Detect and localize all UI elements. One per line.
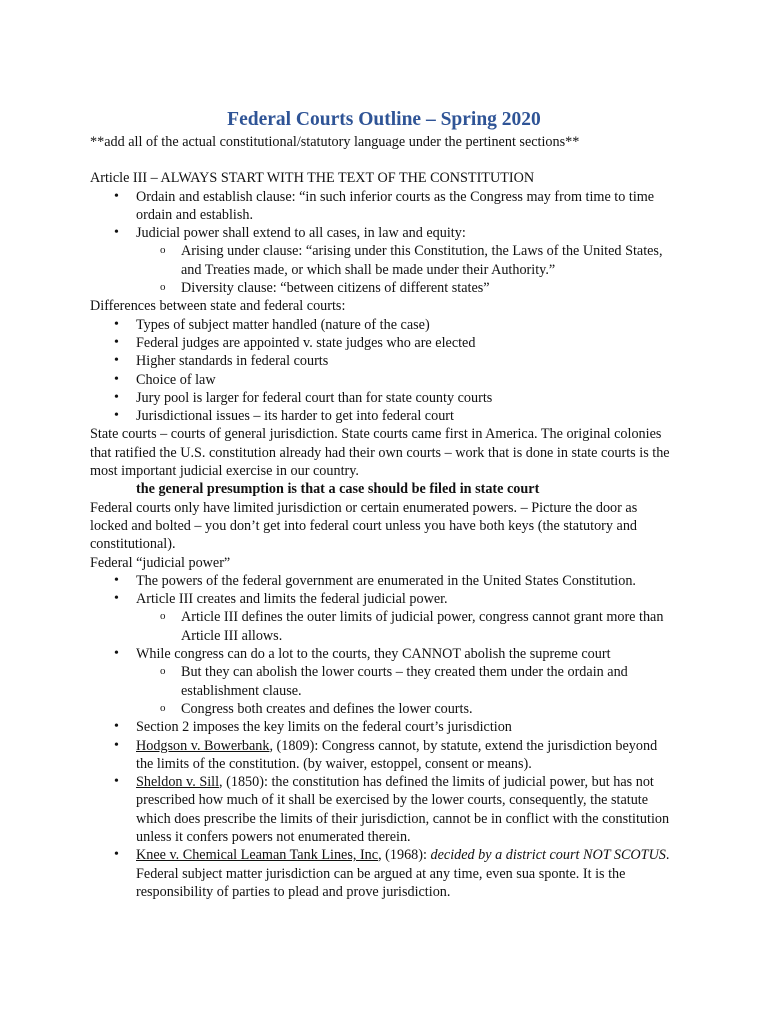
list-item: [90, 737, 678, 774]
sub-list-item: o Article III defines the outer limits of judicial power, congress cannot grant more than Article III allows.: [136, 608, 678, 645]
list-item: • Federal judges are appointed v. state judges who are elected: [90, 334, 678, 352]
list-item: [90, 773, 678, 846]
list-item-text: While congress can do a lot to the courts, they CANNOT abolish the supreme court: [136, 646, 611, 663]
list-item: • Ordain and establish clause: “in such inferior courts as the Congress may from time to time ordain and establish.: [90, 188, 678, 225]
case-italic-note: decided by a district court NOT SCOTUS: [430, 847, 666, 864]
sub-list-item: o But they can abolish the lower courts – they created them under the ordain and establishment clause.: [136, 663, 678, 700]
federal-limited-paragraph: Federal courts only have limited jurisdiction or certain enumerated powers. – Picture the door as locked and bolted – you don’t get into federal court unless you have both keys (the statutory and constitutional).: [90, 499, 638, 553]
list-item-text: Judicial power shall extend to all cases, in law and equity:: [136, 225, 466, 242]
judicial-power-heading: Federal “judicial power”: [90, 554, 231, 571]
list-item: • The powers of the federal government are enumerated in the United States Constitution.: [90, 572, 678, 590]
list-item: [90, 846, 678, 901]
sub-list: [136, 608, 678, 645]
case-text: , (1850): the constitution has defined the limits of judicial power, but has not prescribed how much of it shall be exercised by the lower courts, consequently, the statute which does prescribe the limits of their jurisdiction, cannot be in conflict with the constitution unless it confers powers not enumerated therein.: [136, 774, 670, 845]
spacer: [90, 151, 678, 169]
case-text: , (1809): Congress cannot, by statute, extend the jurisdiction beyond the limits of the constitution. (by waiver, estoppel, consent or means).: [136, 737, 658, 772]
list-item: • Types of subject matter handled (nature of the case): [90, 316, 678, 334]
case-name-hodgson: Hodgson v. Bowerbank: [136, 737, 270, 754]
case-name-knee: Knee v. Chemical Leaman Tank Lines, Inc: [136, 847, 379, 864]
list-item: • Jurisdictional issues – its harder to get into federal court: [90, 407, 678, 425]
sub-list-item: o Diversity clause: “between citizens of different states”: [136, 279, 678, 297]
list-item: • Choice of law: [90, 371, 678, 389]
sub-list: [136, 242, 678, 297]
sub-list: [136, 663, 678, 718]
judicial-power-list: [90, 572, 678, 901]
case-text: . Federal subject matter jurisdiction can be argued at any time, even sua sponte. It is the responsibility of parties to plead and prove jurisdiction.: [136, 847, 670, 900]
list-item: [90, 645, 678, 718]
differences-heading: Differences between state and federal courts:: [90, 298, 346, 315]
list-item: • Higher standards in federal courts: [90, 352, 678, 370]
case-name-sheldon: Sheldon v. Sill: [136, 774, 220, 791]
list-item: [90, 590, 678, 645]
state-courts-paragraph: State courts – courts of general jurisdiction. State courts came first in America. The original colonies that ratified the U.S. constitution already had their own courts – work that is done in state courts is the most important judicial exercise in our country.: [90, 426, 670, 480]
list-item: [90, 224, 678, 297]
differences-list: [90, 316, 678, 426]
page-title: Federal Courts Outline – Spring 2020: [227, 109, 541, 130]
sub-list-item: o Congress both creates and defines the lower courts.: [136, 700, 678, 718]
note-line: **add all of the actual constitutional/statutory language under the pertinent sections**: [90, 134, 580, 150]
list-item-text: Article III creates and limits the federal judicial power.: [136, 591, 448, 608]
article3-heading: Article III – ALWAYS START WITH THE TEXT OF THE CONSTITUTION: [90, 170, 535, 187]
presumption-line: the general presumption is that a case should be filed in state court: [136, 481, 540, 498]
case-year: , (1968):: [378, 847, 431, 864]
list-item: • Jury pool is larger for federal court than for state county courts: [90, 389, 678, 407]
sub-list-item: o Arising under clause: “arising under this Constitution, the Laws of the United States, and Treaties made, or which shall be made under their Authority.”: [136, 242, 678, 279]
article3-list: [90, 188, 678, 298]
list-item: • Section 2 imposes the key limits on the federal court’s jurisdiction: [90, 718, 678, 736]
